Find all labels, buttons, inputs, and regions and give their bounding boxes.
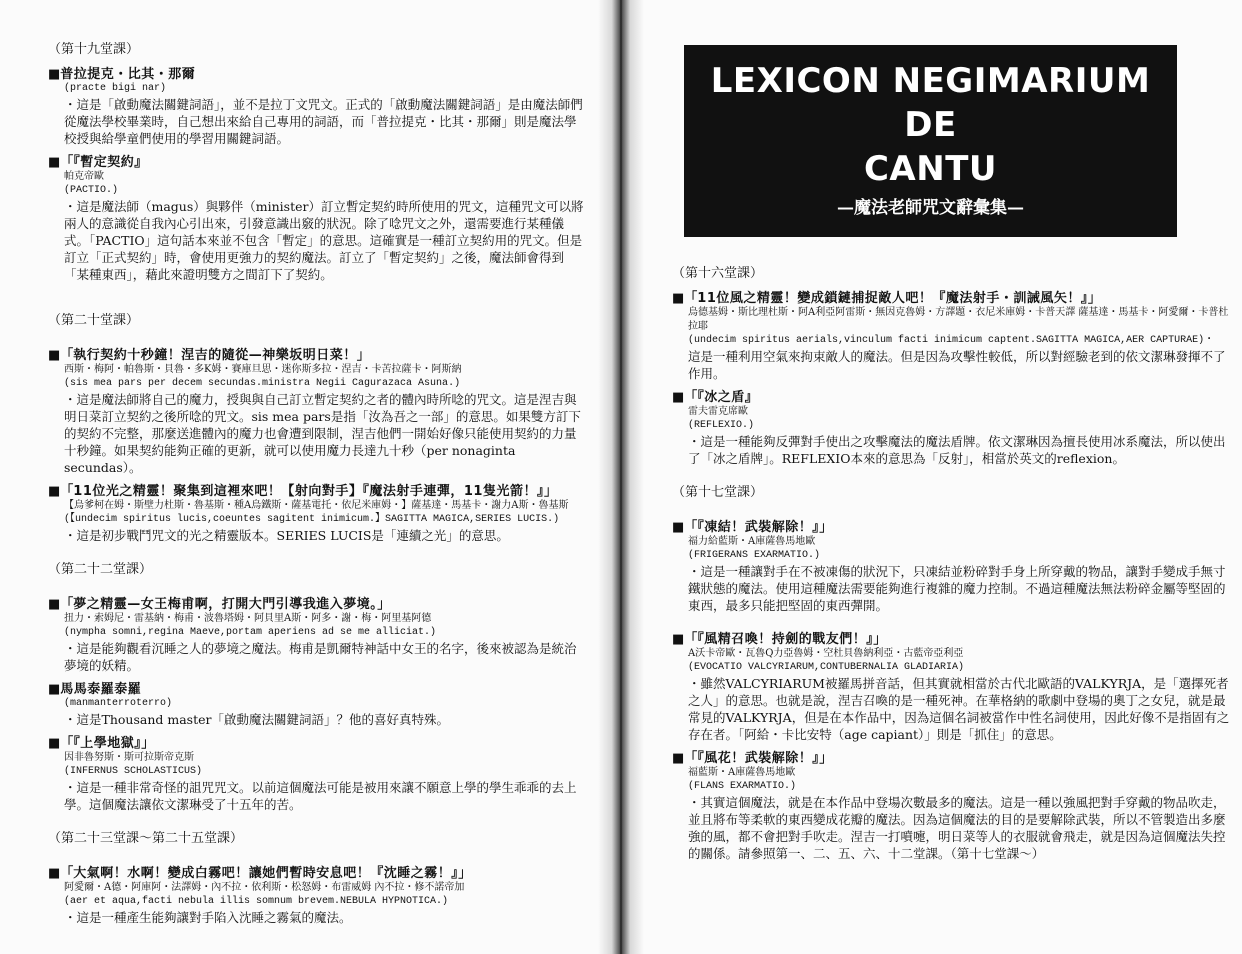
spell-description: ・這是一種能夠反彈對手使出之攻擊魔法的魔法盾牌。依文潔琳因為擅長使用冰系魔法，所以使出了「冰之盾牌」。REFLEXIO本來的意思為「反射」，相當於英文的reflexion。 <box>688 434 1226 466</box>
lesson-heading: （第二十堂課） <box>48 313 140 328</box>
spell-entry <box>48 480 588 544</box>
spell-name: 11位光之精靈！聚集到這裡來吧！【射向對手】『魔法射手連彈，11隻光箭！』」 <box>73 484 558 499</box>
spell-latin: (nympha somni,regina Maeve,portam aperiens ad se me alliciat.) <box>64 627 437 638</box>
spell-description: 這是一種利用空氣來拘束敵人的魔法。但是因為攻擊性較低，所以對經驗老到的依文潔琳發揮不了作用。 <box>688 349 1226 381</box>
bullet-marker: ■「 <box>672 632 698 647</box>
spell-description: ・這是「啟動魔法關鍵詞語」，並不是拉丁文咒文。正式的「啟動魔法關鍵詞語」是由魔法師們從魔法學校畢業時，自己想出來給自己專用的詞語，而「普拉提克・比其・那爾」則是魔法學校授與給學童們使用的學習用關鍵詞語。 <box>64 97 583 146</box>
spell-entry <box>672 287 1232 382</box>
spell-entry <box>672 516 1232 614</box>
spell-latin: (EVOCATIO VALCYRIARUM,CONTUBERNALIA GLADIARIA) <box>688 662 965 673</box>
bullet-marker: ■「 <box>672 291 698 306</box>
spell-name: 執行契約十秒鐘！涅吉的隨從—神樂坂明日菜！」 <box>73 348 371 363</box>
spell-name: 馬馬泰羅泰羅 <box>60 682 142 697</box>
right-column <box>672 262 1232 866</box>
title-banner <box>684 45 1177 237</box>
bullet-marker: ■「 <box>48 597 74 612</box>
spell-name: 『暫定契約』 <box>73 155 148 170</box>
spell-entry <box>48 862 588 926</box>
spell-latin: (FRIGERANS EXARMATIO.) <box>688 550 821 561</box>
bullet-marker: ■「 <box>48 155 74 170</box>
spell-name: 普拉提克・比其・那爾 <box>60 67 196 82</box>
spell-pronunciation: 【烏爹柯在姆・斯壁力杜斯・魯基斯・種A烏鐵斯・薩基電托・依尼米庫姆・】薩基達・馬基卡・謝力A斯・魯基斯 <box>64 500 569 511</box>
lesson-heading: （第二十二堂課） <box>48 562 153 577</box>
bullet-marker: ■「 <box>48 866 74 881</box>
spell-name: 『風花！武裝解除！』」 <box>697 751 833 766</box>
spell-description: ・這是魔法師（magus）與夥伴（minister）訂立暫定契約時所使用的咒文，這種咒文可以將兩人的意識從自我內心引出來，引發意識出竅的狀況。除了唸咒文之外，還需要進行某種儀式。「PACTIO」這句話本來並不包含「暫定」的意思。這確實是一種訂立契約用的咒文。但是訂立「正式契約」時，會使用更強力的契約魔法。訂立了「暫定契約」之後，魔法師會得到「某種東西」，藉此來證明雙方之間訂下了契約。 <box>64 199 584 282</box>
lesson-heading: （第十七堂課） <box>672 485 764 500</box>
spell-latin: (【undecim spiritus lucis,coeuntes sagitent inimicum.】SAGITTA MAGICA,SERIES LUCIS.) <box>64 514 560 525</box>
spell-latin: (INFERNUS SCHOLASTICUS) <box>64 766 203 777</box>
spell-name: 『上學地獄』」 <box>73 736 155 751</box>
spell-entry <box>672 747 1232 862</box>
spell-latin: (manmanterroterro) <box>64 698 173 709</box>
spell-pronunciation: 雷夫雷克席歐 <box>688 406 748 417</box>
spell-description: ・這是Thousand master「啟動魔法關鍵詞語」？他的喜好真特殊。 <box>64 712 449 727</box>
spell-name: 大氣啊！水啊！變成白霧吧！讓她們暫時安息吧！『沈睡之霧！』」 <box>73 866 472 881</box>
spell-latin: (FLANS EXARMATIO.) <box>688 781 797 792</box>
spell-description: ・這是初步戰鬥咒文的光之精靈版本。SERIES LUCIS是「連續之光」的意思。 <box>64 528 509 543</box>
spell-latin: (sis mea pars per decem secundas.ministra Negii Cagurazaca Asuna.) <box>64 378 461 389</box>
spell-entry <box>48 151 588 283</box>
bullet-marker: ■「 <box>48 484 74 499</box>
spell-description: ・這是一種產生能夠讓對手陷入沈睡之霧氣的魔法。 <box>64 910 352 925</box>
bullet-marker: ■ <box>48 682 61 697</box>
spell-name: 『冰之盾』 <box>697 390 759 405</box>
spell-entry <box>672 386 1232 467</box>
spell-name: 『風精召喚！持劍的戰友們！』」 <box>697 632 887 647</box>
spell-pronunciation: 西斯・梅阿・帕魯斯・貝魯・多K姆・賽庫旦思・迷你斯多拉・涅吉・卡苦拉薩卡・阿斯納 <box>64 364 462 375</box>
spell-name: 夢之精靈—女王梅甫啊，打開大門引導我進入夢境。」 <box>73 597 391 612</box>
title-line-1: LEXICON NEGIMARIUM <box>710 61 1151 101</box>
left-page <box>0 0 612 954</box>
spell-pronunciation: 福藍斯・A庫薩魯馬地歐 <box>688 767 796 778</box>
bullet-marker: ■「 <box>672 751 698 766</box>
spell-entry <box>48 63 588 147</box>
lesson-heading: （第十六堂課） <box>672 266 764 281</box>
title-line-3: CANTU <box>863 149 998 189</box>
spell-entry <box>48 732 588 813</box>
spell-pronunciation: 阿愛爾・A德・阿庫阿・法譯姆・內不拉・依利斯・松怒姆・布雷威姆 內不拉・修不諾帝加 <box>64 882 465 893</box>
bullet-marker: ■ <box>48 67 61 82</box>
lesson-heading: （第十九堂課） <box>48 42 140 57</box>
title-subtitle: —魔法老師咒文辭彙集— <box>837 198 1024 218</box>
spell-description: ・其實這個魔法，就是在本作品中登場次數最多的魔法。這是一種以強風把對手穿戴的物品吹走，並且將布等柔軟的東西變成花瓣的魔法。因為這個魔法的目的是要解除武裝，所以不管製造出多麼強的風，都不會把對手吹走。涅吉一打噴嚏，明日菜等人的衣服就會飛走，就是因為這個魔法失控的關係。請參照第一、二、五、六、十二堂課。（第十七堂課～） <box>688 795 1226 861</box>
spell-pronunciation: A沃卡帝歐・瓦魯Q力亞魯姆・空杜貝魯納利亞・古藍帝亞利亞 <box>688 648 964 659</box>
spell-name: 11位風之精靈！變成鎖鏈捕捉敵人吧！『魔法射手・訓誡風矢！』」 <box>697 291 1102 306</box>
right-page <box>632 0 1242 954</box>
spell-entry <box>48 344 588 476</box>
spell-description: ・這是一種非常奇怪的詛咒咒文。以前這個魔法可能是被用來讓不願意上學的學生乖乖的去上學。這個魔法讓依文潔琳受了十五年的苦。 <box>64 780 577 812</box>
spell-pronunciation: 烏德基姆・斯比理杜斯・阿A利亞阿雷斯・無因克魯姆・方譯題・衣尼米庫姆・卡普天譯 薩基達・馬基卡・阿愛爾・卡普杜拉耶 <box>688 307 1229 332</box>
spell-name: 『凍結！武裝解除！』」 <box>697 520 833 535</box>
bullet-marker: ■「 <box>48 736 74 751</box>
spell-pronunciation: 因非魯努斯・斯可拉斯帝克斯 <box>64 752 194 763</box>
spell-description: ・這是魔法師將自己的魔力，授與與自己訂立暫定契約之者的體內時所唸的咒文。這是涅吉與明日菜訂立契約之後所唸的咒文。sis mea pars是指「汝為吾之一部」的意思。如果雙方訂下的契約不完整，那麼送進體內的魔力也會遭到限制，涅吉他們一開始好像只能使用契約的力量十秒鐘。如果契約能夠正確的更新，就可以使用魔力長達九十秒（per nonaginta secundas）。 <box>64 392 581 475</box>
spell-latin: (REFLEXIO.) <box>688 420 755 431</box>
lesson-heading: （第二十三堂課～第二十五堂課） <box>48 831 244 846</box>
spell-latin: (PACTIO.) <box>64 185 119 196</box>
spell-description: ・雖然VALCYRIARUM被羅馬拼音話，但其實就相當於古代北歐語的VALKYRJA，是「選擇死者之人」的意思。也就是說，涅吉召喚的是一種死神。在華格納的歌劇中登場的奧丁之女兒，就是最常見的VALKYRJA，但是在本作品中，因為這個名詞被當作中性名詞使用，因此好像不是指固有之存在者。「阿給・卡比安特（age capiant）」則是「抓住」的意思。 <box>688 676 1230 742</box>
spell-entry <box>672 628 1232 743</box>
title-line-2: DE <box>904 105 957 145</box>
left-column <box>48 38 588 930</box>
spell-description: ・這是能夠觀看沉睡之人的夢境之魔法。梅甫是凱爾特神話中女王的名字，後來被認為是統治夢境的妖精。 <box>64 641 577 673</box>
bullet-marker: ■「 <box>672 520 698 535</box>
spell-pronunciation: 扭力・索姆尼・雷基納・梅甫・波魯塔姆・阿貝里A斯・阿多・謝・梅・阿里基阿德 <box>64 613 432 624</box>
spell-entry <box>48 593 588 674</box>
bullet-marker: ■「 <box>48 348 74 363</box>
spell-pronunciation: 福力給藍斯・A庫薩魯馬地歐 <box>688 536 816 547</box>
spell-latin: (undecim spiritus aerials,vinculum facti inimicum captent.SAGITTA MAGICA,AER CAPTURAE)・ <box>688 335 1215 346</box>
spell-description: ・這是一種讓對手在不被凍傷的狀況下，只凍結並粉碎對手身上所穿戴的物品，讓對手變成手無寸鐵狀態的魔法。使用這種魔法需要能夠進行複雜的魔力控制。不過這種魔法無法粉碎金屬等堅固的東西，最多只能把堅固的東西彈開。 <box>688 564 1226 613</box>
spell-latin: (practe bigi nar) <box>64 83 167 94</box>
spell-entry <box>48 678 588 728</box>
spell-pronunciation: 帕克帝歐 <box>64 171 104 182</box>
bullet-marker: ■「 <box>672 390 698 405</box>
spell-latin: (aer et aqua,facti nebula illis somnum brevem.NEBULA HYPNOTICA.) <box>64 896 449 907</box>
